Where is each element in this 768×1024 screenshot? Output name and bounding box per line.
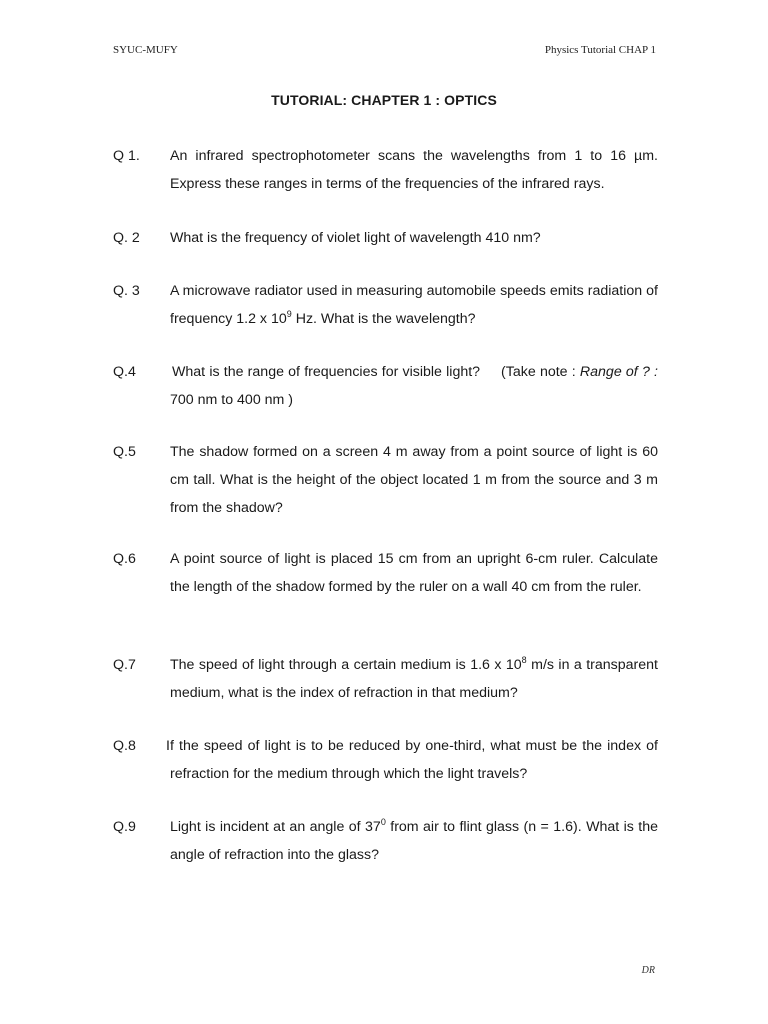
question-text: If the speed of light is to be reduced by one-third, what must be the index of refraction for the medium through which the light travels? bbox=[166, 738, 658, 782]
superscript: 9 bbox=[286, 309, 292, 319]
question-text bbox=[170, 277, 658, 333]
question-1 bbox=[113, 142, 658, 198]
question-number: Q.9 bbox=[113, 819, 136, 835]
question-7 bbox=[113, 651, 658, 707]
question-number: Q. 2 bbox=[113, 230, 140, 246]
question-8 bbox=[113, 732, 658, 788]
header-left: SYUC-MUFY bbox=[113, 44, 178, 56]
superscript: 8 bbox=[521, 655, 527, 665]
question-text: What is the frequency of violet light of wavelength 410 nm? bbox=[170, 230, 541, 246]
question-text-part: 700 nm to 400 nm ) bbox=[170, 364, 666, 408]
question-number: Q.4 bbox=[113, 364, 136, 380]
question-text-part: m/s in a transparent medium, what is the index of refraction in that medium? bbox=[170, 657, 658, 701]
question-text-part: Hz. What is the wavelength? bbox=[291, 311, 476, 327]
header-right: Physics Tutorial CHAP 1 bbox=[544, 44, 656, 56]
question-text-part: What is the range of frequencies for visible light? (Take note : bbox=[172, 364, 580, 380]
question-text bbox=[170, 651, 658, 707]
footer-initials: DR bbox=[641, 965, 655, 976]
question-text-part: The speed of light through a certain medium is 1.6 x 10 bbox=[170, 657, 522, 673]
italic-note: Range of ? : bbox=[579, 364, 658, 380]
question-3 bbox=[113, 277, 658, 333]
question-text bbox=[170, 813, 658, 869]
question-6 bbox=[113, 545, 658, 601]
question-2 bbox=[113, 224, 658, 252]
question-4 bbox=[113, 358, 666, 414]
question-text-part: from air to flint glass (n = 1.6). What is the angle of refraction into the glass? bbox=[170, 819, 659, 863]
question-number: Q.8 bbox=[113, 738, 136, 754]
question-text: A point source of light is placed 15 cm from an upright 6-cm ruler. Calculate the length of the shadow formed by the ruler on a wall 40 cm from the ruler. bbox=[170, 551, 658, 595]
question-number: Q.7 bbox=[113, 657, 136, 673]
question-number: Q.6 bbox=[113, 551, 136, 567]
question-text bbox=[170, 358, 666, 414]
question-9 bbox=[113, 813, 658, 869]
question-text: An infrared spectrophotometer scans the wavelengths from 1 to 16 µm. Express these ranges in terms of the frequencies of the infrared rays. bbox=[170, 148, 658, 192]
question-5 bbox=[113, 438, 658, 522]
question-text: The shadow formed on a screen 4 m away from a point source of light is 60 cm tall. What is the height of the object located 1 m from the source and 3 m from the shadow? bbox=[170, 444, 658, 516]
superscript: 0 bbox=[380, 817, 386, 827]
question-text-part: A microwave radiator used in measuring automobile speeds emits radiation of frequency 1.2 x 10 bbox=[170, 283, 658, 327]
question-text-part: Light is incident at an angle of 37 bbox=[170, 819, 381, 835]
question-number: Q.5 bbox=[113, 444, 136, 460]
question-number: Q. 3 bbox=[113, 283, 140, 299]
page-title: TUTORIAL: CHAPTER 1 : OPTICS bbox=[271, 92, 497, 108]
question-number: Q 1. bbox=[113, 148, 140, 164]
